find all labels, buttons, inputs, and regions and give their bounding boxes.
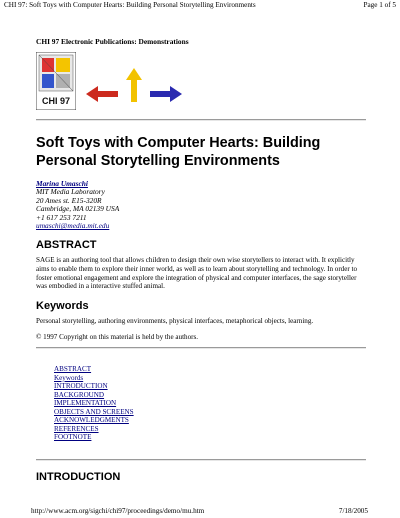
- chi97-logo: [36, 52, 76, 110]
- print-header: [0, 0, 400, 12]
- toc-link-references[interactable]: REFERENCES: [54, 424, 99, 433]
- up-arrow-icon: [126, 68, 142, 102]
- forward-arrow-icon: [150, 86, 182, 102]
- toc-link-keywords[interactable]: Keywords: [54, 373, 84, 382]
- toc-link-background[interactable]: BACKGROUND: [54, 390, 105, 399]
- logo-row: [36, 52, 366, 115]
- print-footer-date: 7/18/2005: [338, 507, 368, 515]
- publications-line: CHI 97 Electronic Publications: Demonstrations: [36, 37, 189, 46]
- author-phone: +1 617 253 7211: [36, 212, 87, 222]
- abstract-text: SAGE is an authoring tool that allows children to design their own wise storytellers to interact with. It explicitly aims to enable them to explore their inner world, as well as to learn about storytelling and technology. In order to foster emotional engagement and explore the integration of physical and computer interfaces, the sage storyteller was embodied in a interactive stuffed animal.: [36, 256, 358, 291]
- toc-link-objects-and-screens[interactable]: OBJECTS AND SCREENS: [54, 407, 134, 416]
- print-header-title: CHI 97: Soft Toys with Computer Hearts: Building Personal Storytelling Environments: [4, 1, 256, 9]
- divider: [36, 347, 366, 349]
- paper-title: Soft Toys with Computer Hearts: Building Personal Storytelling Environments: [36, 135, 321, 169]
- print-header-page: Page 1 of 5: [363, 1, 396, 9]
- table-of-contents: [54, 365, 366, 442]
- print-footer-url: http://www.acm.org/sigchi/chi97/proceedings/demo/mu.htm: [31, 507, 205, 515]
- toc-link-abstract[interactable]: ABSTRACT: [54, 365, 92, 374]
- copyright-notice: © 1997 Copyright on this material is held by the authors.: [36, 333, 199, 342]
- divider: [36, 459, 366, 461]
- author-address-line1: 20 Ames st. E15-320R: [36, 195, 102, 205]
- author-org: MIT Media Laboratory: [36, 187, 105, 197]
- abstract-heading: ABSTRACT: [36, 239, 97, 252]
- logo-caption: CHI 97: [41, 96, 71, 106]
- author-name-link[interactable]: Marina Umaschi: [36, 179, 88, 188]
- toc-link-acknowledgments[interactable]: ACKNOWLEDGMENTS: [54, 416, 129, 425]
- toc-link-implementation[interactable]: IMPLEMENTATION: [54, 399, 117, 408]
- author-email-link[interactable]: umaschi@media.mit.edu: [36, 221, 110, 231]
- keywords-text: Personal storytelling, authoring environments, physical interfaces, metaphorical objects, learning.: [36, 316, 314, 325]
- document-body: [36, 37, 366, 483]
- print-footer: [0, 507, 400, 518]
- toc-link-introduction[interactable]: INTRODUCTION: [54, 382, 108, 391]
- divider: [36, 119, 366, 121]
- toc-link-footnote[interactable]: FOOTNOTE: [54, 433, 92, 442]
- introduction-heading: INTRODUCTION: [36, 470, 121, 483]
- keywords-heading: Keywords: [36, 299, 89, 312]
- navigation-arrows[interactable]: [84, 68, 194, 108]
- author-address-line2: Cambridge, MA 02139 USA: [36, 204, 120, 214]
- author-block: [36, 180, 366, 230]
- back-arrow-icon: [86, 86, 118, 102]
